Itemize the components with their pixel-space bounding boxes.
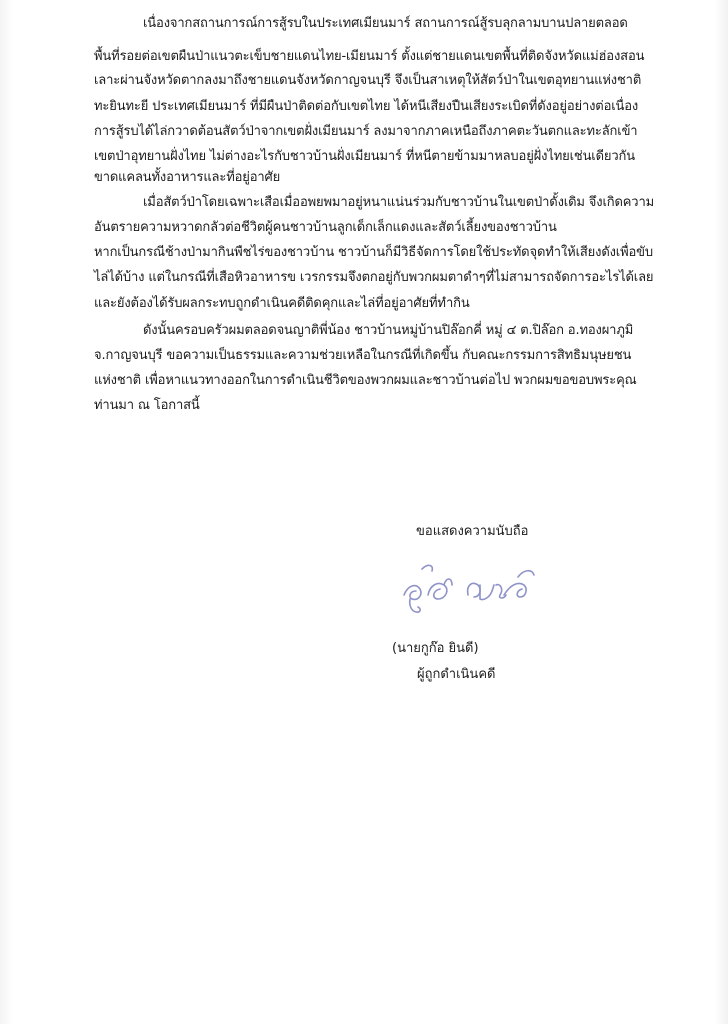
paragraph-3-line-2: จ.กาญจนบุรี ขอความเป็นธรรมและความช่วยเหลือในกรณีที่เกิดขึ้น กับคณะกรรมการสิทธิมนุษยชน bbox=[94, 348, 632, 363]
paragraph-1-line-7: ขาดแคลนทั้งอาหารและที่อยู่อาศัย bbox=[94, 170, 281, 185]
paragraph-3-line-3: แห่งชาติ เพื่อหาแนวทางออกในการดำเนินชีวิตของพวกผมและชาวบ้านต่อไป พวกผมขอขอบพระคุณ bbox=[94, 373, 637, 388]
signature-drawing bbox=[400, 555, 560, 615]
paragraph-1-line-1: เนื่องจากสถานการณ์การสู้รบในประเทศเมียนมาร์ สถานการณ์สู้รบลุกลามบานปลายตลอด bbox=[143, 16, 628, 31]
paragraph-2-line-4: ไล่ได้บ้าง แต่ในกรณีที่เสือหิวอาหารข เวรกรรมจึงตกอยู่กับพวกผมตาดำๆที่ไม่สามารถจัดการอะไรได้เลย bbox=[94, 270, 654, 285]
paragraph-3-line-1: ดังนั้นครอบครัวผมตลอดจนญาติพี่น้อง ชาวบ้านหมู่บ้านปิล๊อกคี่ หมู่ ๔ ต.ปิล๊อก อ.ทองผาภูมิ bbox=[143, 323, 634, 338]
paragraph-1-line-5: การสู้รบได้ไล่กวาดต้อนสัตว์ป่าจากเขตฝั่งเมียนมาร์ ลงมาจากภาคเหนือถึงภาคตะวันตกและทะลักเข้า bbox=[94, 124, 638, 139]
handwritten-signature bbox=[400, 555, 560, 615]
signer-name: (นายกูก๊อ ยินดี) bbox=[392, 641, 479, 656]
paragraph-2-line-3: หากเป็นกรณีช้างป่ามากินพืชไร่ของชาวบ้าน ชาวบ้านก็มีวิธีจัดการโดยใช้ประทัดจุดทำให้เสียงดังเพื่อขับ bbox=[94, 245, 654, 260]
paragraph-1-line-4: ทะยินทะยี ประเทศเมียนมาร์ ที่มีผืนป่าติดต่อกับเขตไทย ได้หนีเสียงปืนเสียงระเบิดที่ดังอยู่อย่างต่อเนื่อง bbox=[94, 99, 639, 114]
paragraph-2-line-5: และยังต้องได้รับผลกระทบถูกดำเนินคดีติดคุกและไล่ที่อยู่อาศัยที่ทำกิน bbox=[94, 296, 470, 311]
paragraph-2-line-1: เมื่อสัตว์ป่าโดยเฉพาะเสือเมื่ออพยพมาอยู่หนาแน่นร่วมกับชาวบ้านในเขตป่าดั้งเดิม จึงเกิดความ bbox=[143, 195, 655, 210]
paragraph-2-line-2: อันตรายความหวาดกลัวต่อชีวิตผู้คนชาวบ้านลูกเด็กเล็กแดงและสัตว์เลี้ยงของชาวบ้าน bbox=[94, 220, 557, 235]
closing-phrase: ขอแสดงความนับถือ bbox=[416, 524, 529, 539]
paragraph-1-line-6: เขตป่าอุทยานฝั่งไทย ไม่ต่างอะไรกับชาวบ้านฝั่งเมียนมาร์ ที่หนีตายข้ามมาหลบอยู่ฝั่งไทยเช่นเดียวกัน bbox=[94, 149, 635, 164]
signer-role: ผู้ถูกดำเนินคดี bbox=[417, 667, 496, 682]
paragraph-1-line-3: เลาะผ่านจังหวัดตากลงมาถึงชายแดนจังหวัดกาญจนบุรี จึงเป็นสาเหตุให้สัตว์ป่าในเขตอุทยานแห่งชาติ bbox=[94, 73, 642, 88]
paragraph-3-line-4: ท่านมา ณ โอกาสนี้ bbox=[94, 398, 200, 413]
paragraph-1-line-2: พื้นที่รอยต่อเขตผืนป่าแนวตะเข็บชายแดนไทย-เมียนมาร์ ตั้งแต่ชายแดนเขตพื้นที่ติดจังหวัดแม่ฮ่องสอน bbox=[94, 49, 645, 64]
